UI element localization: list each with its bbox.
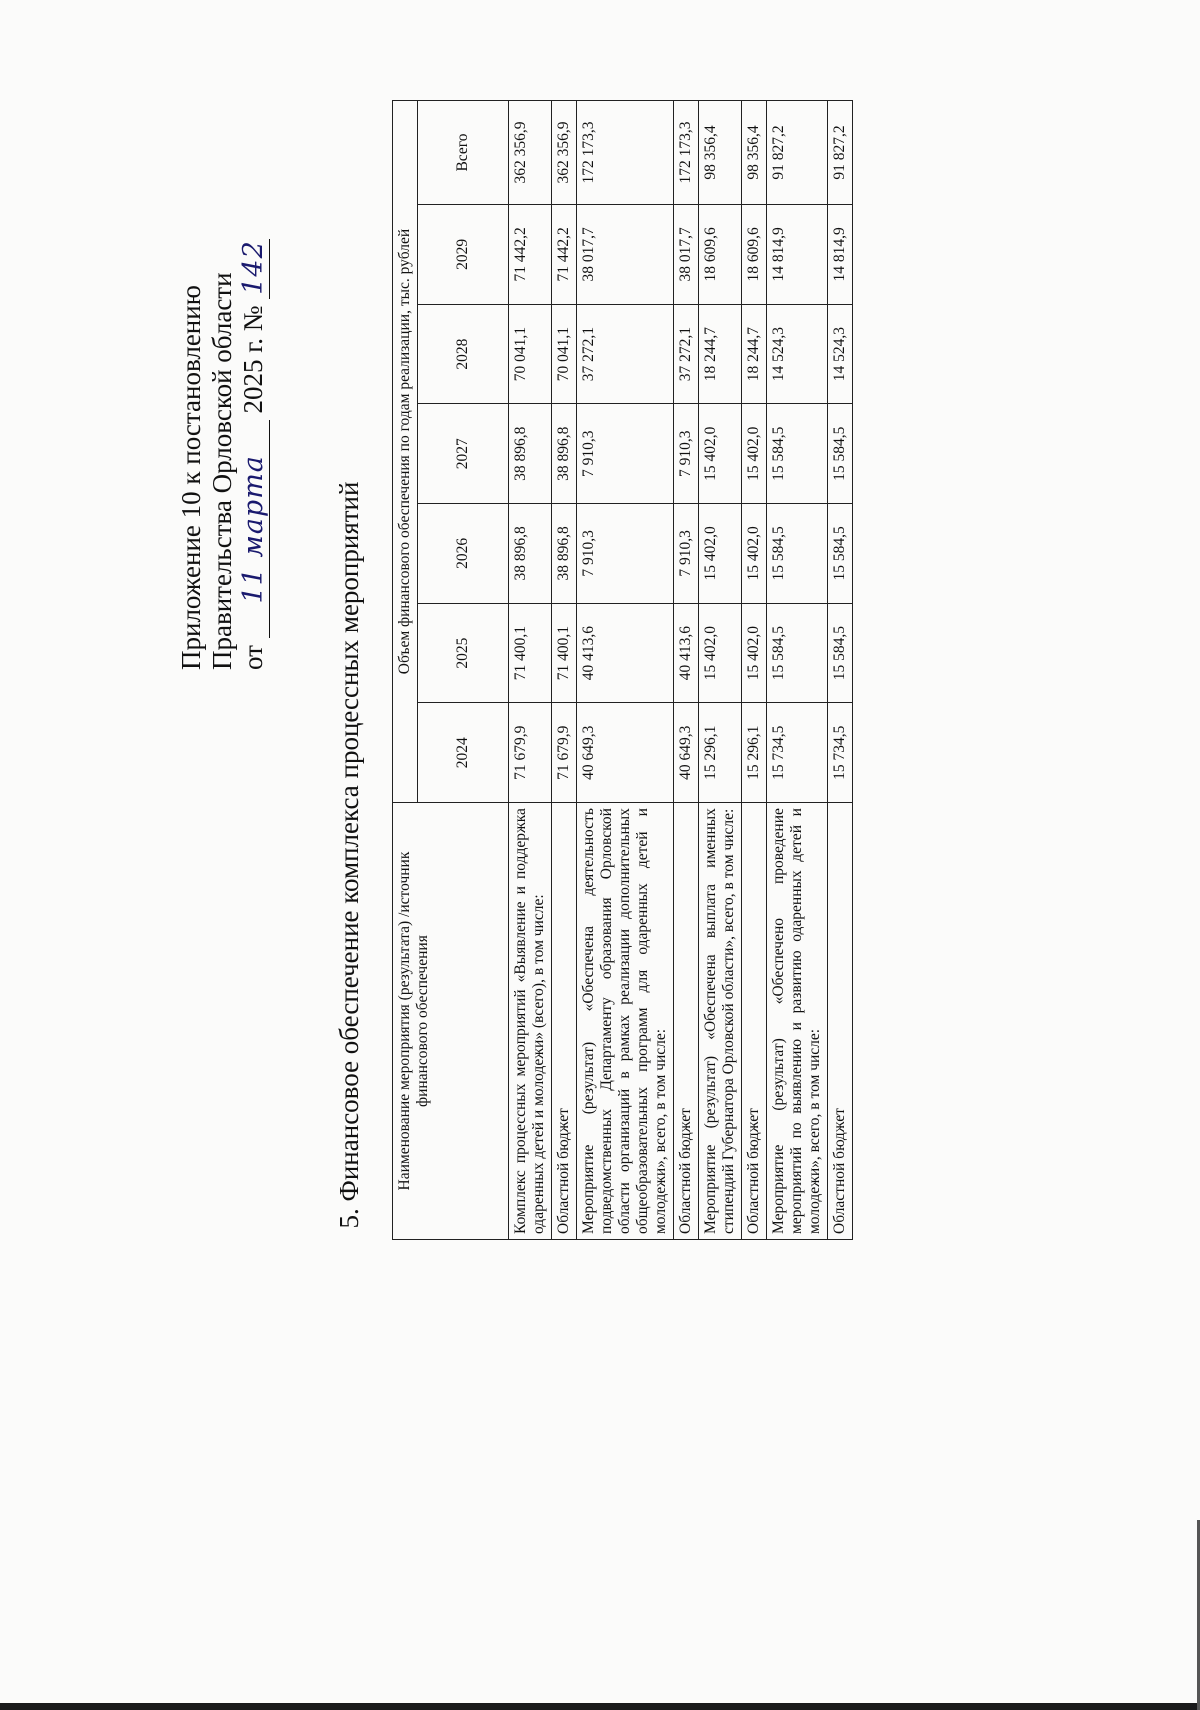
value-cell: 18 244,7 [699,304,742,404]
value-cell: 15 296,1 [699,703,742,803]
name-column-header: Наименование мероприятия (результата) /источник финансового обеспечения [393,803,509,1240]
header-line-1: Приложение 10 к постановлению [176,285,206,670]
value-cell: 71 442,2 [552,205,577,305]
value-cell: 98 356,4 [742,101,767,205]
year-header: 2027 [418,404,509,504]
value-cell: 38 017,7 [674,205,699,305]
financing-table [392,100,853,1240]
value-cell: 40 413,6 [674,603,699,703]
handwritten-date: 11 марта [238,455,269,604]
section-title: 5. Финансовое обеспечение комплекса процессных мероприятий [334,481,364,1229]
header-line-3 [238,239,270,670]
value-cell: 7 910,3 [674,504,699,604]
year-header: 2028 [418,304,509,404]
value-cell: 172 173,3 [674,101,699,205]
value-cell: 70 041,1 [552,304,577,404]
year-header: 2025 [418,603,509,703]
value-cell: 15 734,5 [767,703,828,803]
header-year: 2025 г. № [238,305,268,414]
value-cell: 18 244,7 [742,304,767,404]
value-cell: 15 584,5 [828,603,853,703]
value-cell: 91 827,2 [828,101,853,205]
value-cell: 362 356,9 [552,101,577,205]
date-field [238,420,270,638]
header-prefix: от [238,645,268,670]
table-row [674,101,699,1240]
appendix-header [176,239,270,670]
value-cell: 15 402,0 [742,404,767,504]
table-row [767,101,828,1240]
value-cell: 15 584,5 [767,404,828,504]
value-cell: 15 402,0 [699,504,742,604]
value-cell: 15 584,5 [828,504,853,604]
table-row [552,101,577,1240]
value-cell: 15 584,5 [767,603,828,703]
value-cell: 14 814,9 [767,205,828,305]
year-header: Всего [418,101,509,205]
value-cell: 40 649,3 [577,703,674,803]
table-header-row [393,101,418,1240]
row-name-cell: Областной бюджет [828,803,853,1240]
table-row [509,101,552,1240]
value-cell: 15 402,0 [699,404,742,504]
value-cell: 40 413,6 [577,603,674,703]
value-cell: 7 910,3 [674,404,699,504]
value-cell: 15 584,5 [767,504,828,604]
value-cell: 38 017,7 [577,205,674,305]
row-name-cell: Областной бюджет [674,803,699,1240]
financing-group-header: Объем финансового обеспечения по годам реализации, тыс. рублей [393,101,418,803]
value-cell: 7 910,3 [577,504,674,604]
value-cell: 18 609,6 [699,205,742,305]
value-cell: 172 173,3 [577,101,674,205]
year-header: 2029 [418,205,509,305]
value-cell: 15 402,0 [742,603,767,703]
table-row [577,101,674,1240]
value-cell: 40 649,3 [674,703,699,803]
value-cell: 70 041,1 [509,304,552,404]
row-name-cell: Мероприятие (результат) «Обеспечено проведение мероприятий по выявлению и развитию одаренных детей и молодежи», всего, в том числе: [767,803,828,1240]
row-name-cell: Комплекс процессных мероприятий «Выявление и поддержка одаренных детей и молодежи» (всего), в том числе: [509,803,552,1240]
value-cell: 98 356,4 [699,101,742,205]
value-cell: 14 524,3 [828,304,853,404]
row-name-cell: Областной бюджет [742,803,767,1240]
value-cell: 71 442,2 [509,205,552,305]
value-cell: 91 827,2 [767,101,828,205]
year-header: 2026 [418,504,509,604]
row-name-cell: Мероприятие (результат) «Обеспечена выплата именных стипендий Губернатора Орловской области», всего, в том числе: [699,803,742,1240]
table-row [742,101,767,1240]
value-cell: 37 272,1 [577,304,674,404]
value-cell: 38 896,8 [509,504,552,604]
value-cell: 71 679,9 [509,703,552,803]
header-line-2: Правительства Орловской области [207,272,237,670]
value-cell: 7 910,3 [577,404,674,504]
table-row [699,101,742,1240]
value-cell: 18 609,6 [742,205,767,305]
value-cell: 362 356,9 [509,101,552,205]
value-cell: 15 296,1 [742,703,767,803]
value-cell: 38 896,8 [552,404,577,504]
row-name-cell: Областной бюджет [552,803,577,1240]
year-header: 2024 [418,703,509,803]
value-cell: 71 679,9 [552,703,577,803]
value-cell: 38 896,8 [552,504,577,604]
table-row [828,101,853,1240]
value-cell: 38 896,8 [509,404,552,504]
table-body [509,101,853,1240]
value-cell: 71 400,1 [552,603,577,703]
value-cell: 37 272,1 [674,304,699,404]
row-name-cell: Мероприятие (результат) «Обеспечена деятельность подведомственных Департаменту образования Орловской области организаций в рамках реализации дополнительных общеобразовательных программ для одаренных детей и молодежи», всего, в том числе: [577,803,674,1240]
scan-edge-bottom [0,1703,1200,1710]
value-cell: 14 524,3 [767,304,828,404]
number-field [238,239,270,299]
handwritten-number: 142 [238,240,269,295]
value-cell: 14 814,9 [828,205,853,305]
value-cell: 15 402,0 [742,504,767,604]
value-cell: 15 734,5 [828,703,853,803]
value-cell: 15 402,0 [699,603,742,703]
value-cell: 15 584,5 [828,404,853,504]
value-cell: 71 400,1 [509,603,552,703]
